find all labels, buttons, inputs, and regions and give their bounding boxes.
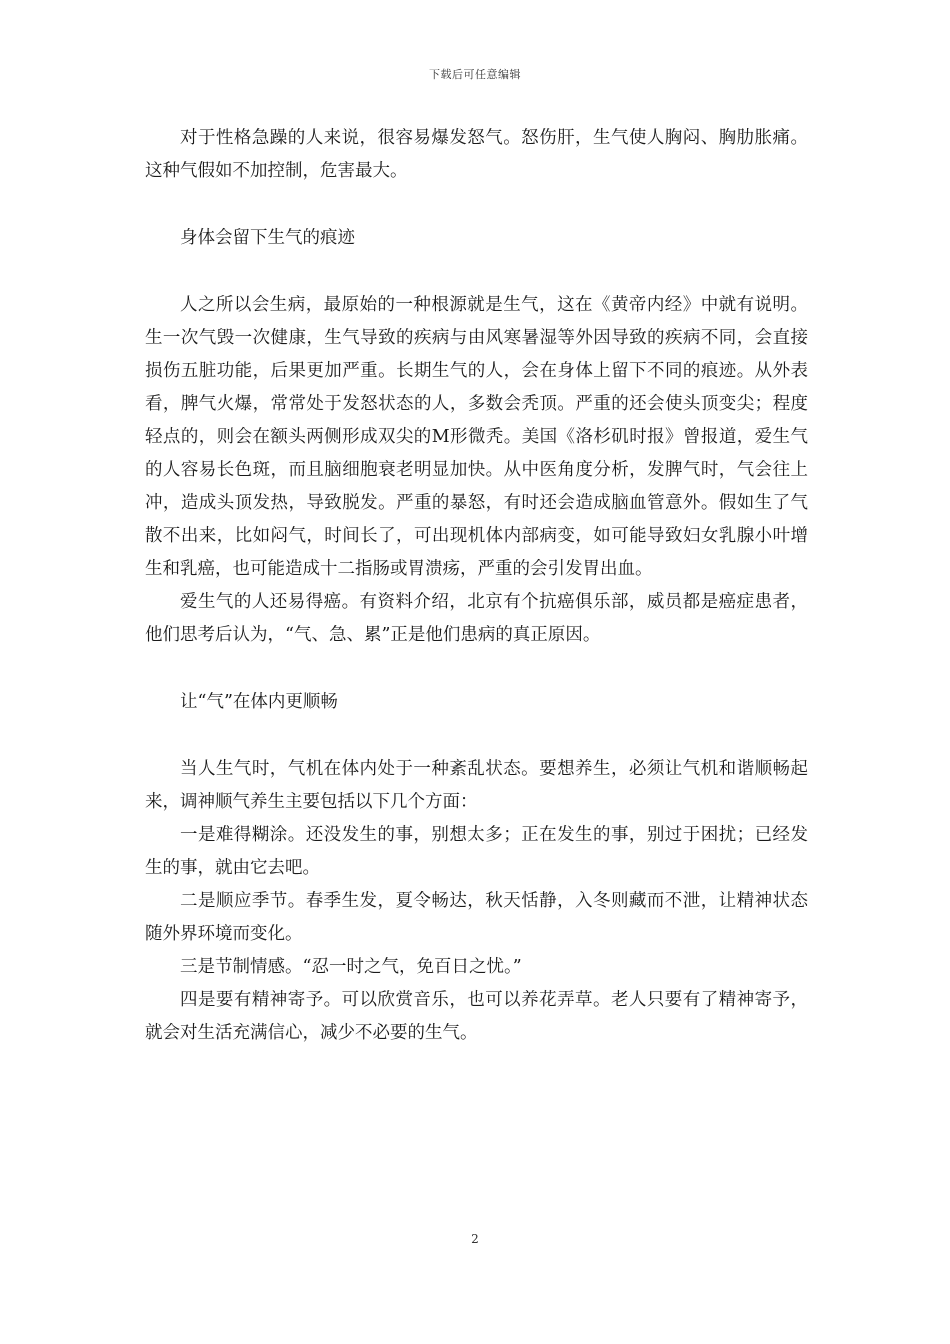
list-item-one: 一是难得糊涂。还没发生的事，别想太多；正在发生的事，别过于困扰；已经发生的事，就由它去吧。 [145, 825, 808, 878]
paragraph-anger-liver: 对于性格急躁的人来说，很容易爆发怒气。怒伤肝，生气使人胸闷、胸肋胀痛。这种气假如不加控制，危害最大。 [145, 128, 808, 181]
list-item-three: 三是节制情感。“忍一时之气，免百日之忧。” [180, 957, 522, 977]
section-heading-traces: 身体会留下生气的痕迹 [180, 228, 355, 248]
list-item-four: 四是要有精神寄予。可以欣赏音乐，也可以养花弄草。老人只要有了精神寄予，就会对生活充满信心，减少不必要的生气。 [145, 990, 808, 1043]
paragraph-illness-origin: 人之所以会生病，最原始的一种根源就是生气，这在《黄帝内经》中就有说明。生一次气毁一次健康，生气导致的疾病与由风寒暑湿等外因导致的疾病不同，会直接损伤五脏功能，后果更加严重。长期生气的人，会在身体上留下不同的痕迹。从外表看，脾气火爆，常常处于发怒状态的人，多数会秃顶。严重的还会使头顶变尖；程度轻点的，则会在额头两侧形成双尖的M形微秃。美国《洛杉矶时报》曾报道，爱生气的人容易长色斑，而且脑细胞衰老明显加快。从中医角度分析，发脾气时，气会往上冲，造成头顶发热，导致脱发。严重的暴怒，有时还会造成脑血管意外。假如生了气散不出来，比如闷气，时间长了，可出现机体内部病变，如可能导致妇女乳腺小叶增生和乳癌，也可能造成十二指肠或胃溃疡，严重的会引发胃出血。 [145, 295, 808, 579]
list-item-two: 二是顺应季节。春季生发，夏令畅达，秋天恬静，入冬则藏而不泄，让精神状态随外界环境而变化。 [145, 891, 808, 944]
paragraph-qi-disorder: 当人生气时，气机在体内处于一种紊乱状态。要想养生，必须让气机和谐顺畅起来，调神顺气养生主要包括以下几个方面： [145, 759, 808, 812]
page-number: 2 [471, 1232, 479, 1246]
document-body [145, 122, 808, 1050]
page-header: 下载后可任意编辑 [429, 68, 521, 81]
section-heading-smooth-qi: 让“气”在体内更顺畅 [180, 692, 338, 712]
paragraph-cancer: 爱生气的人还易得癌。有资料介绍，北京有个抗癌俱乐部，威员都是癌症患者，他们思考后认为，“气、急、累”正是他们患病的真正原因。 [145, 592, 808, 645]
